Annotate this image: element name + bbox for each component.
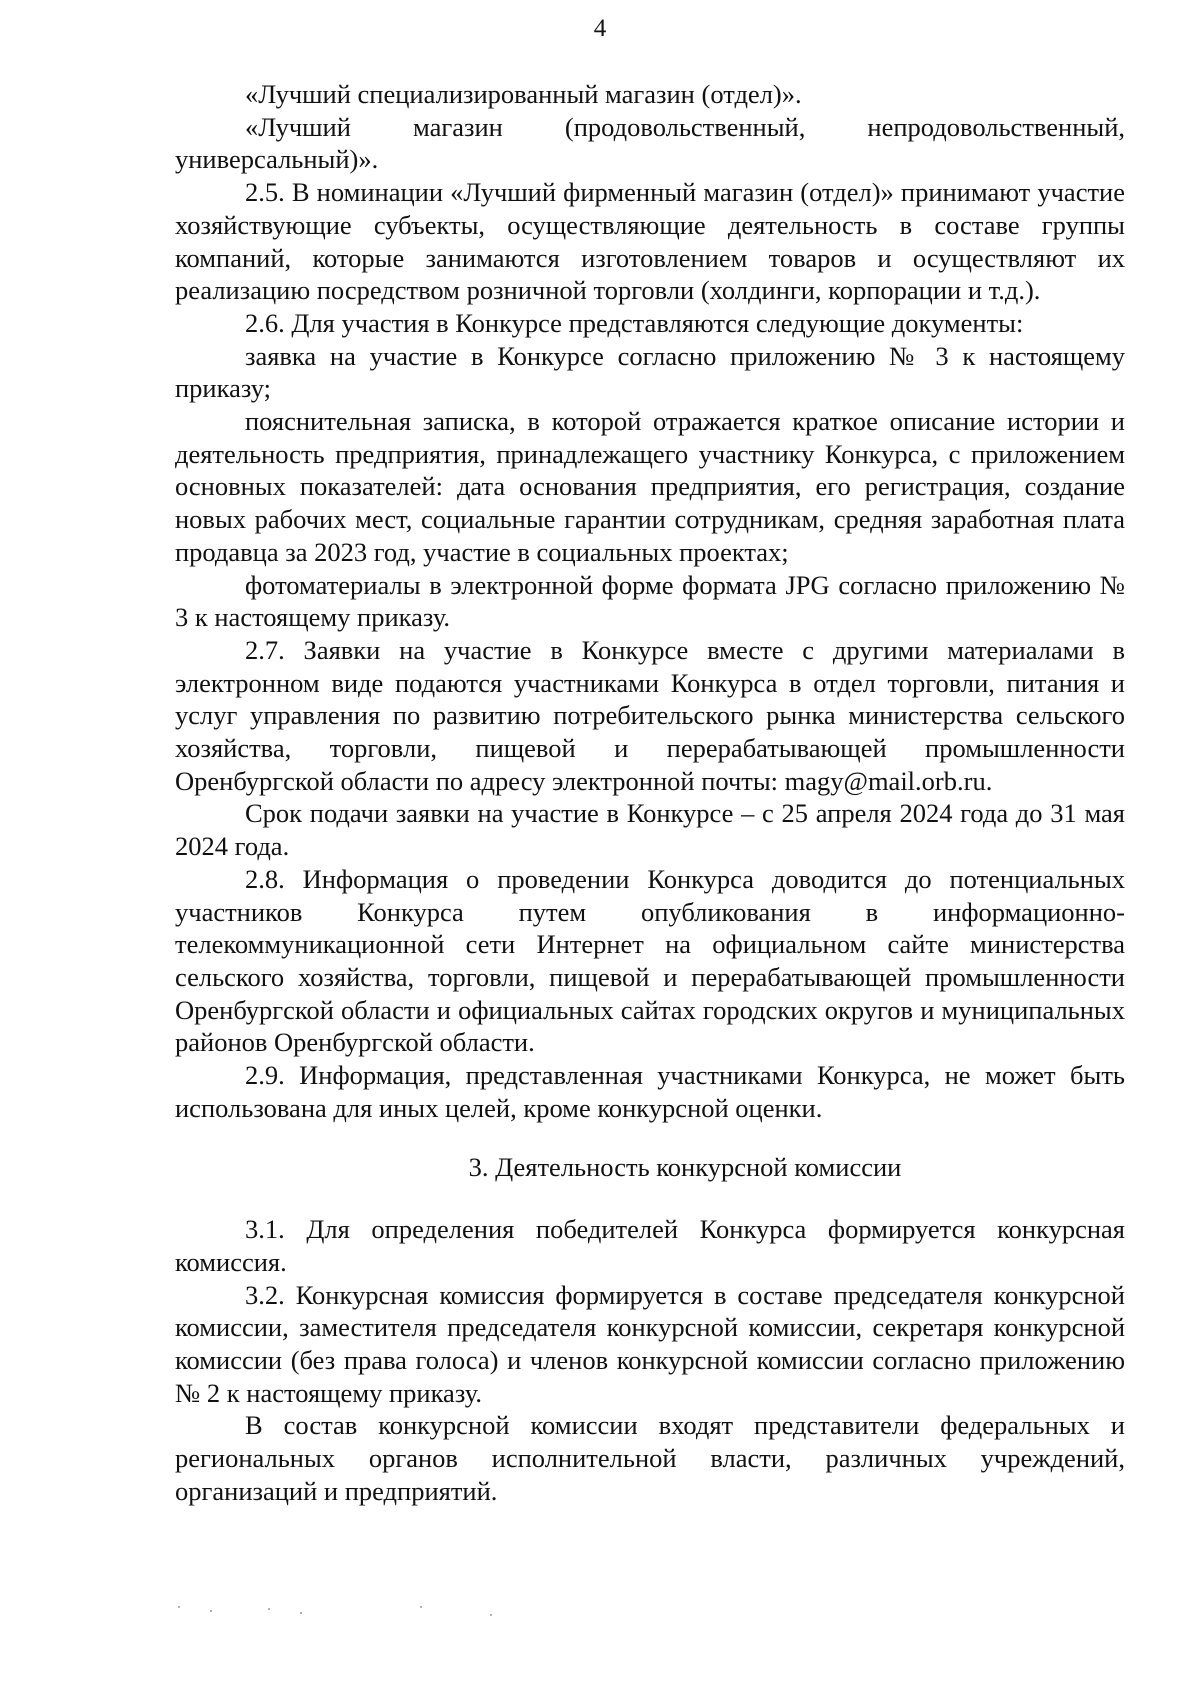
paragraph-2-9: 2.9. Информация, представленная участниками Конкурса, не может быть использована для иных целей, кроме конкурсной оценки. [175, 1060, 1125, 1123]
paragraph-3-2: 3.2. Конкурсная комиссия формируется в составе председателя конкурсной комиссии, заместителя председателя конкурсной комиссии, секретаря конкурсной комиссии (без права голоса) и членов конкурсной комиссии согласно приложению № 2 к настоящему приказу. [175, 1279, 1125, 1408]
scan-speck [490, 1614, 492, 1616]
scan-speck [178, 1606, 180, 1608]
paragraph-2-5: 2.5. В номинации «Лучший фирменный магазин (отдел)» принимают участие хозяйствующие субъекты, осуществляющие деятельность в составе группы компаний, которые занимаются изготовлением товаров и осуществляют их реализацию посредством розничной торговли (холдинги, корпорации и т.д.). [175, 177, 1125, 306]
paragraph-nomination-store: «Лучший магазин (продовольственный, непродовольственный, универсальный)». [175, 111, 1125, 175]
page-number: 4 [593, 15, 607, 42]
scan-specks [0, 1600, 1200, 1640]
scan-speck [210, 1610, 212, 1612]
paragraph-2-7: 2.7. Заявки на участие в Конкурсе вместе с другими материалами в электронном виде подаются участниками Конкурса в отдел торговли, питания и услуг управления по развитию потребительского рынка министерства сельского хозяйства, торговли, пищевой и перерабатывающей промышленности Оренбургской области по адресу электронной почты: magy@mail.orb.ru. [175, 634, 1125, 796]
paragraph-2-8: 2.8. Информация о проведении Конкурса доводится до потенциальных участников Конкурса путем опубликования в информационно-телекоммуникационной сети Интернет на официальном сайте министерства сельского хозяйства, торговли, пищевой и перерабатывающей промышленности Оренбургской области и официальных сайтах городских округов и муниципальных районов Оренбургской области. [175, 863, 1125, 1058]
paragraph-2-6: 2.6. Для участия в Конкурсе представляются следующие документы: [245, 307, 1024, 338]
document-body [175, 78, 1125, 1508]
paragraph-application: заявка на участие в Конкурсе согласно приложению № 3 к настоящему приказу; [175, 340, 1125, 404]
section-heading: 3. Деятельность конкурсной комиссии [468, 1151, 902, 1182]
scan-speck [268, 1608, 270, 1610]
paragraph-deadline: Срок подачи заявки на участие в Конкурсе – с 25 апреля 2024 года до 31 мая 2024 года. [175, 798, 1125, 862]
paragraph-commission-members: В состав конкурсной комиссии входят представители федеральных и региональных органов исполнительной власти, различных учреждений, организаций и предприятий. [175, 1410, 1125, 1506]
paragraph-explanatory-note: пояснительная записка, в которой отражается краткое описание истории и деятельность предприятия, принадлежащего участнику Конкурса, с приложением основных показателей: дата основания предприятия, его регистрация, создание новых рабочих мест, социальные гарантии сотрудникам, средняя заработная плата продавца за 2023 год, участие в социальных проектах; [175, 406, 1125, 567]
paragraph-3-1: 3.1. Для определения победителей Конкурса формируется конкурсная комиссия. [175, 1214, 1125, 1277]
paragraph-photo-materials: фотоматериалы в электронной форме формата JPG согласно приложению № 3 к настоящему приказу. [175, 569, 1125, 633]
scan-speck [420, 1606, 422, 1608]
scan-speck [300, 1612, 302, 1614]
paragraph-nomination-specialized: «Лучший специализированный магазин (отдел)». [245, 79, 802, 109]
